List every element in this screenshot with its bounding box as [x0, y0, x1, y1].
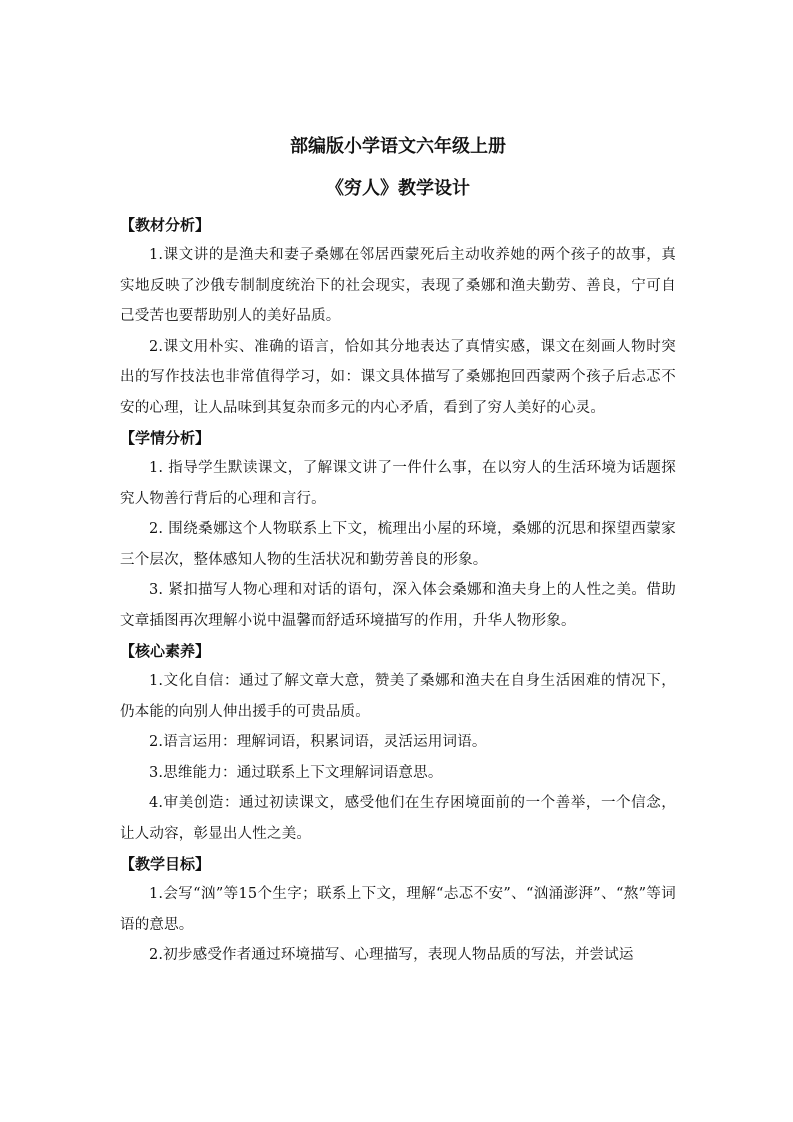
- paragraph: 1.文化自信：通过了解文章大意，赞美了桑娜和渔夫在自身生活困难的情况下，仍本能的向别人伸出援手的可贵品质。: [120, 673, 676, 720]
- paragraph: 2.初步感受作者通过环境描写、心理描写，表现人物品质的写法，并尝试运: [149, 947, 634, 963]
- document-title: 部编版小学语文六年级上册: [290, 136, 506, 157]
- paragraph: 2. 围绕桑娜这个人物联系上下文，梳理出小屋的环境，桑娜的沉思和探望西蒙家三个层次，整体感知人物的生活状况和勤劳善良的形象。: [120, 521, 676, 568]
- section-core-literacy: [120, 636, 676, 849]
- section-heading: 【教材分析】: [120, 216, 211, 234]
- paragraph: 2.课文用朴实、准确的语言，恰如其分地表达了真情实感，课文在刻画人物时突出的写作技法也非常值得学习，如：课文具体描写了桑娜抱回西蒙两个孩子后忐忑不安的心理，让人品味到其复杂而多元的内心矛盾，看到了穷人美好的心灵。: [120, 338, 676, 416]
- paragraph: 2.语言运用：理解词语，积累词语，灵活运用词语。: [149, 734, 487, 750]
- paragraph: 1. 指导学生默读课文，了解课文讲了一件什么事，在以穷人的生活环境为话题探究人物善行背后的心理和言行。: [120, 460, 676, 507]
- paragraph: 3.思维能力：通过联系上下文理解词语意思。: [149, 764, 443, 781]
- section-textbook-analysis: [120, 210, 676, 423]
- paragraph: 1.课文讲的是渔夫和妻子桑娜在邻居西蒙死后主动收养她的两个孩子的故事，真实地反映了沙俄专制制度统治下的社会现实，表现了桑娜和渔夫勤劳、善良，宁可自己受苦也要帮助别人的美好品质。: [120, 247, 676, 324]
- section-teaching-goals: [120, 849, 676, 971]
- paragraph: 1.会写“汹”等15个生字；联系上下文，理解“忐忑不安”、“汹涌澎湃”、“熬”等词语的意思。: [120, 886, 676, 933]
- section-heading: 【核心素养】: [120, 642, 211, 660]
- paragraph: 4.审美创造：通过初读课文，感受他们在生存困境面前的一个善举，一个信念，让人动容，彰显出人性之美。: [120, 795, 676, 842]
- section-heading: 【教学目标】: [120, 855, 211, 873]
- section-student-analysis: [120, 423, 676, 636]
- section-heading: 【学情分析】: [120, 429, 211, 447]
- document-subtitle: 《穷人》教学设计: [326, 178, 470, 199]
- paragraph: 3. 紧扣描写人物心理和对话的语句，深入体会桑娜和渔夫身上的人性之美。借助文章插图再次理解小说中温馨而舒适环境描写的作用，升华人物形象。: [120, 582, 676, 629]
- document-body: [120, 132, 676, 971]
